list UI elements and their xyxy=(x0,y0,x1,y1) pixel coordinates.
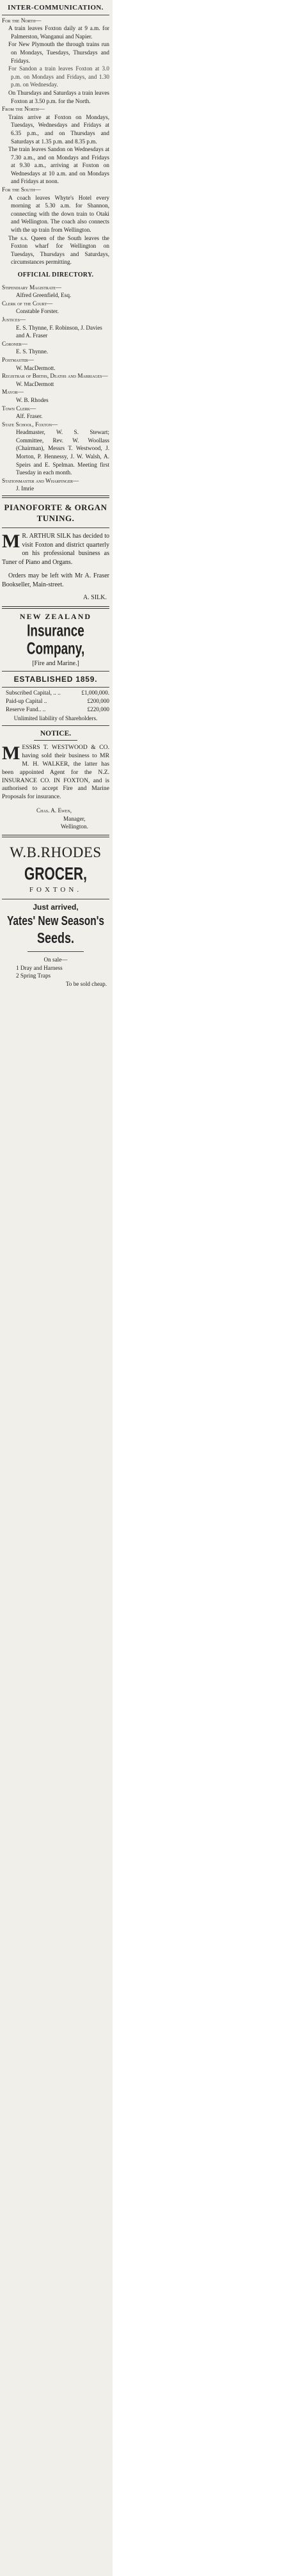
capital-row xyxy=(2,689,109,697)
schedule-paragraph: For Sandon a train leaves Foxton at 3.0 p.m. on Mondays and Fridays, and 1.30 p.m. on Wednesday. xyxy=(8,65,109,88)
on-sale: On sale— xyxy=(43,956,68,963)
piano-orders: Orders may be left with Mr A. Fraser Bookseller, Main-street. xyxy=(2,572,109,588)
drop-cap: M xyxy=(2,743,20,764)
directory-label: Stationmaster and Wharfinger— xyxy=(2,477,79,484)
directory-label: Postmaster— xyxy=(2,356,34,363)
schedule-paragraph: A coach leaves Whyte's Hotel every morning at 5.30 a.m. for Shannon, connecting with the down train to Otaki and Wellington. The coach also connects with the up train from Wellington. xyxy=(8,194,109,234)
capital-label: Subscribed Capital, .. .. xyxy=(6,689,61,696)
capital-row xyxy=(2,705,109,714)
sale-item: 2 Spring Traps xyxy=(16,972,51,979)
directory-label: Town Clerk— xyxy=(2,405,36,412)
rhodes-grocer: GROCER, xyxy=(24,864,87,884)
schedule-paragraph: For New Plymouth the through trains run on Mondays, Tuesdays, Thursdays and Fridays. xyxy=(8,41,109,64)
notice-body xyxy=(2,744,109,801)
capital-value: £1,000,000. xyxy=(81,689,109,696)
intercom-title: INTER-COMMUNICATION. xyxy=(8,4,104,12)
notice-sign-title: Manager, xyxy=(63,815,86,822)
notice-sign-place: Wellington. xyxy=(61,823,88,830)
directory-label: Stipendiary Magistrate— xyxy=(2,284,62,291)
schedule-paragraph: On Thursdays and Saturdays a train leaves Foxton at 3.50 p.m. for the North. xyxy=(8,89,109,104)
section-for-south: For the South— xyxy=(2,186,41,193)
directory-label: State School, Foxton— xyxy=(2,421,58,428)
directory-label: Registrar of Births, Deaths and Marriages— xyxy=(2,373,108,380)
divider xyxy=(2,835,109,837)
notice-body-text: ESSRS T. WESTWOOD & CO. having sold their business to MR M. H. WALKER, the latter has been appointed Agent for the N.Z. INSURANCE CO. IN FOXTON, and is authorised to accept Fire and Marine Proposals for insurance. xyxy=(2,744,109,801)
notice-sign-name: Chas. A. Ewen, xyxy=(36,807,72,814)
directory-value: E. S. Thynne. xyxy=(16,348,49,355)
divider xyxy=(34,740,77,741)
insurance-type: [Fire and Marine.] xyxy=(32,660,79,668)
schedule-paragraph: The train leaves Sandon on Wednesdays at 7.30 a.m., and on Mondays and Fridays at 9.30 a.m., arriving at Foxton on Wednesdays at 10 a.m. and on Mondays and Fridays at noon. xyxy=(8,146,109,185)
directory-value: Constable Forster. xyxy=(16,308,59,315)
section-from-north: From the North— xyxy=(2,106,45,113)
section-for-north: For the North— xyxy=(2,17,42,24)
divider xyxy=(2,527,109,528)
directory-label: Coroner— xyxy=(2,340,27,347)
divider xyxy=(27,951,84,952)
capital-value: £220,000 xyxy=(87,705,109,712)
piano-signature: A. SILK. xyxy=(83,594,107,602)
notice-title: NOTICE. xyxy=(40,729,72,737)
piano-ad-body xyxy=(2,532,109,567)
directory-value: J. Imrie xyxy=(16,485,35,492)
sale-item: 1 Dray and Harness xyxy=(16,964,63,971)
directory-label: Clerk of the Court— xyxy=(2,300,53,307)
yates-seeds-heading: Yates' New Season's xyxy=(6,914,105,929)
capital-label: Reserve Fund.. .. xyxy=(6,705,46,712)
directory-value: Alf. Fraser. xyxy=(16,413,43,420)
schedule-paragraph: A train leaves Foxton daily at 9 a.m. for Palmerston, Wanganui and Napier. xyxy=(8,25,109,40)
directory-value: W. MacDermott xyxy=(16,380,54,387)
divider xyxy=(2,725,109,726)
sale-cheap: To be sold cheap. xyxy=(65,980,107,987)
insurance-liability: Unlimited liability of Shareholders. xyxy=(13,715,98,722)
directory-value: W. B. Rhodes xyxy=(16,396,49,403)
capital-row xyxy=(2,697,109,705)
divider xyxy=(2,671,109,672)
piano-ad-title: PIANOFORTE & ORGAN TUNING. xyxy=(4,503,107,524)
insurance-nz: NEW ZEALAND xyxy=(19,611,92,621)
drop-cap: M xyxy=(2,531,20,552)
capital-label: Paid-up Capital .. xyxy=(6,698,47,704)
directory-value: Alfred Greenfield, Esq. xyxy=(16,292,72,299)
directory-value: Headmaster, W. S. Stewart; Committee, Rev. W. Woollass (Chairman), Messrs T. Westwood, J. Morton, P. Hennessy, J. W. Walsh, A. Speirs and E. Spelman. Meeting first Tuesday in each month. xyxy=(16,429,109,476)
schedule-paragraph: Trains arrive at Foxton on Mondays, Tuesdays, Wednesdays and Fridays at 6.35 p.m., and on Thursdays and Saturdays at 1.35 p.m. and 8.35 p.m. xyxy=(8,113,109,145)
just-arrived: Just arrived, xyxy=(33,903,79,912)
directory-label: Justices— xyxy=(2,316,26,323)
rhodes-place: FOXTON. xyxy=(29,885,82,894)
piano-body-text: R. ARTHUR SILK has decided to visit Foxton and district quarterly on his professional business as Tuner of Piano and Organs. xyxy=(2,533,109,566)
schedule-paragraph: The s.s. Queen of the South leaves the Foxton wharf for Wellington on Tuesdays, Thursdays and Saturdays, circumstances permitting. xyxy=(8,234,109,266)
divider xyxy=(2,687,109,688)
directory-title: OFFICIAL DIRECTORY. xyxy=(17,271,94,278)
rhodes-name: W.B.RHODES xyxy=(10,844,102,860)
insurance-established: ESTABLISHED 1859. xyxy=(13,674,98,684)
divider xyxy=(2,495,109,498)
directory-label: Mayor— xyxy=(2,389,24,396)
directory-value: E. S. Thynne, F. Robinson, J. Davies and A. Fraser xyxy=(16,324,102,339)
directory-value: W. MacDermott. xyxy=(16,364,56,371)
divider xyxy=(2,606,109,609)
newspaper-column xyxy=(0,0,113,2576)
insurance-name: Insurance Company, xyxy=(26,622,85,659)
capital-value: £200,000 xyxy=(87,698,109,704)
seeds-heading: Seeds. xyxy=(36,929,75,946)
